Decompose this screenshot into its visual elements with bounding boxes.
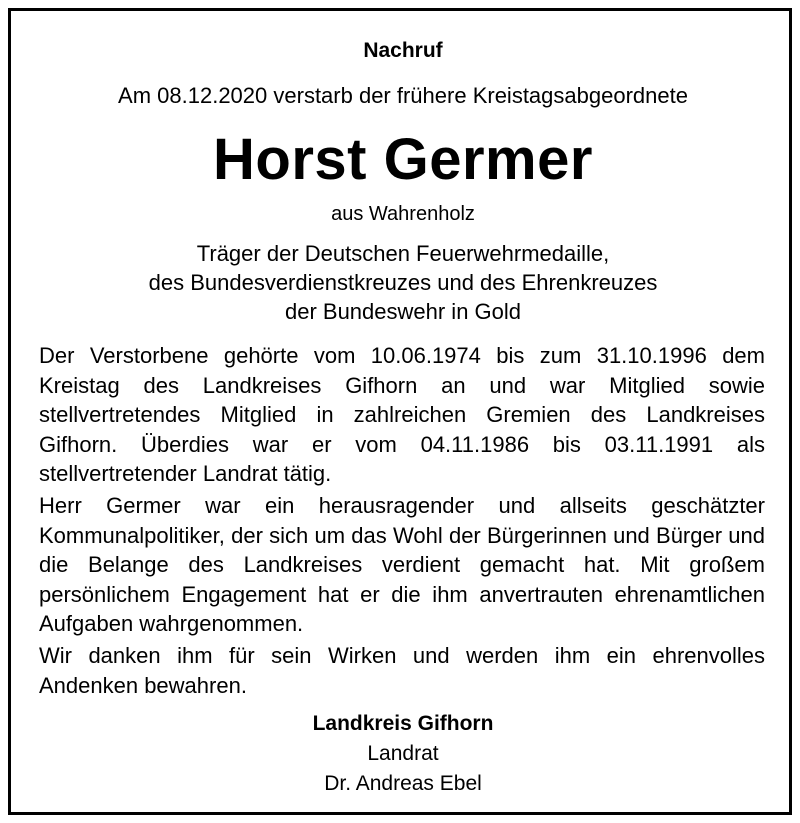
signature-person: Dr. Andreas Ebel <box>324 772 482 795</box>
body-paragraph-thanks: Wir danken ihm für sein Wirken und werden ihm ein ehrenvolles Andenken bewahren. <box>39 643 765 698</box>
signature-block <box>11 709 795 799</box>
honors-line: der Bundeswehr in Gold <box>284 299 522 324</box>
deceased-name: Horst Germer <box>213 127 593 192</box>
notice-label: Nachruf <box>363 39 443 62</box>
signature-title: Landrat <box>367 742 439 765</box>
intro-line: Am 08.12.2020 verstarb der frühere Kreistagsabgeordnete <box>118 83 688 108</box>
hometown-line: aus Wahrenholz <box>331 203 475 225</box>
body-paragraph-tribute: Herr Germer war ein herausragender und allseits geschätzter Kommunalpolitiker, der sich um das Wohl der Bürgerinnen und Bürger und die Belange des Landkreises verdient gemacht hat. Mit großem persönlichem Engagement hat er die ihm anvertrauten ehrenamtlichen Aufgaben wahrgenommen. <box>39 493 765 636</box>
honors-line: des Bundesverdienstkreuzes und des Ehrenkreuzes <box>148 270 658 295</box>
obituary-notice <box>8 8 792 815</box>
honors-line: Träger der Deutschen Feuerwehrmedaille, <box>196 241 610 266</box>
body-paragraph-career: Der Verstorbene gehörte vom 10.06.1974 bis zum 31.10.1996 dem Kreistag des Landkreises Gifhorn an und war Mitglied sowie stellvertretendes Mitglied in zahlreichen Gremien des Landkreises Gifhorn. Überdies war er vom 04.11.1986 bis 03.11.1991 als stellvertretender Landrat tätig. <box>39 343 765 486</box>
signature-organization: Landkreis Gifhorn <box>312 712 494 735</box>
honors-block <box>11 239 795 326</box>
